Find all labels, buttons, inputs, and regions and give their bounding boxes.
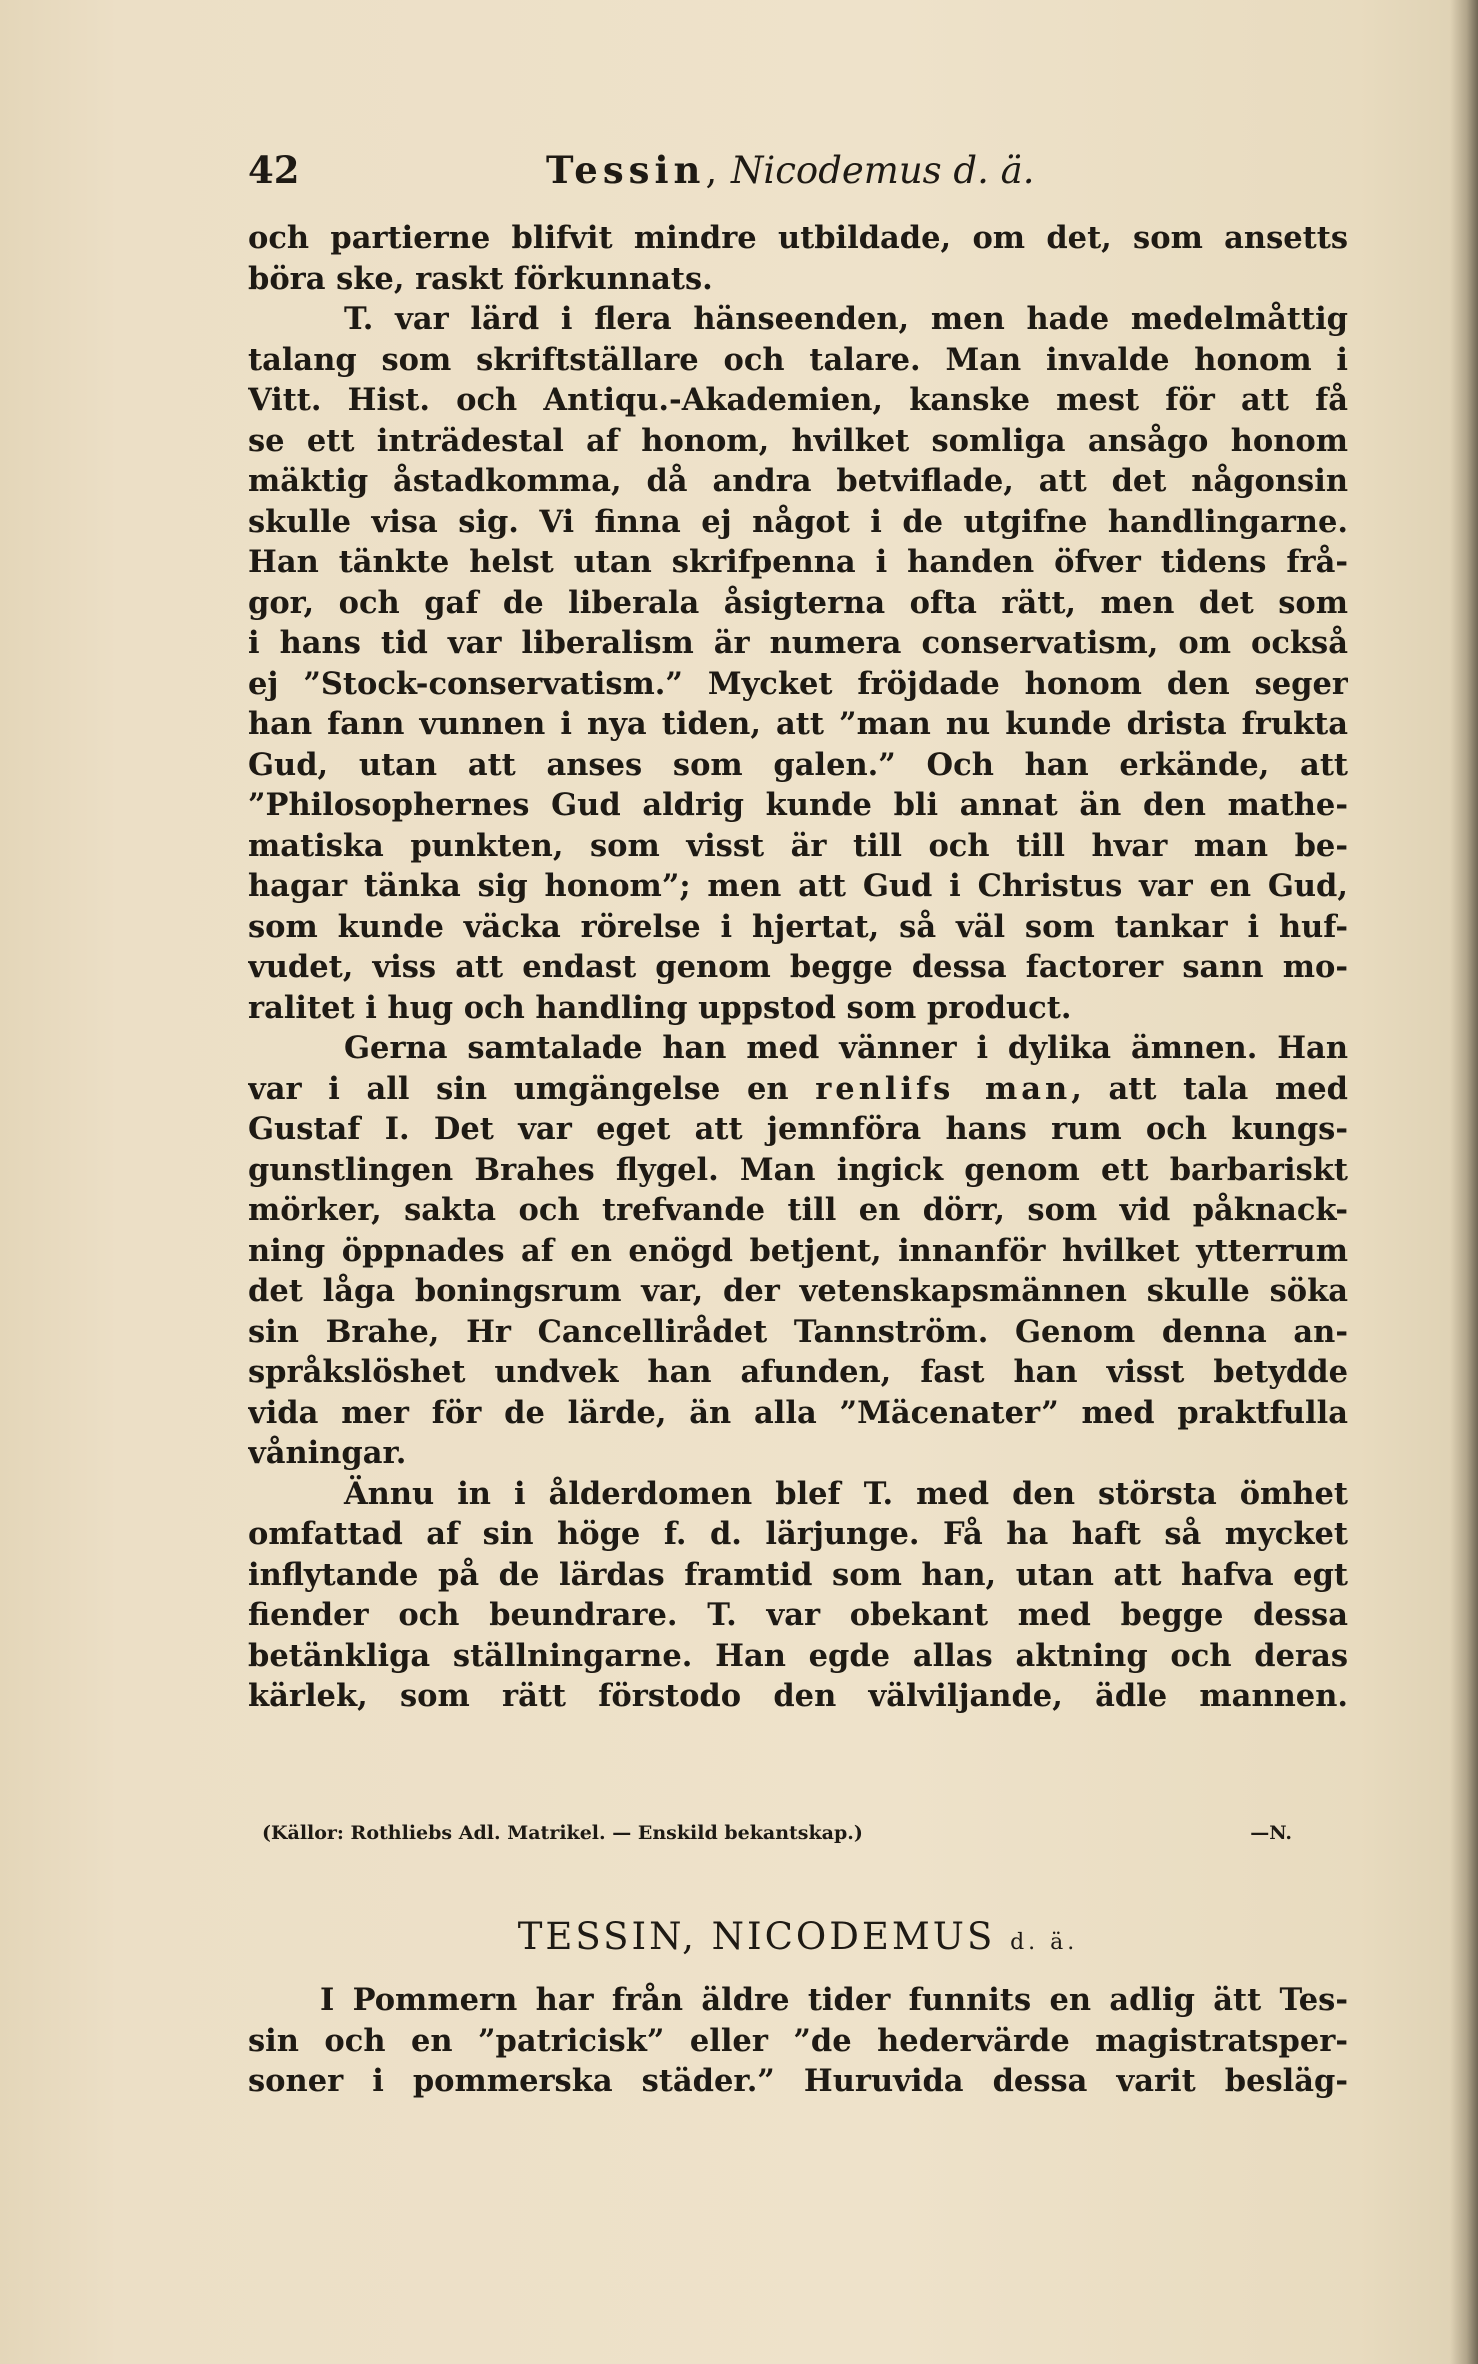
text-line: kärlek, som rätt förstodo den välviljande, ädle mannen. xyxy=(248,1678,1348,1714)
text-line: sin och en ”patricisk” eller ”de hedervärde magistratsper- xyxy=(248,2022,1348,2059)
text-line: matiska punkten, som visst är till och till hvar man be- xyxy=(248,827,1348,864)
text-line: Gerna samtalade han med vänner i dylika ämnen. Han xyxy=(344,1030,1348,1066)
text-line: talang som skriftställare och talare. Man invalde honom i xyxy=(248,341,1348,378)
text-line: ning öppnades af en enögd betjent, innanför hvilket ytterrum xyxy=(248,1232,1348,1269)
text-line: och partierne blifvit mindre utbildade, om det, som ansetts xyxy=(248,220,1348,256)
text-line: böra ske, raskt förkunnats. xyxy=(248,260,713,297)
section-title-name: TESSIN, NICODEMUS xyxy=(517,1915,996,1958)
page-header xyxy=(248,148,1248,208)
text-line: som kunde väcka rörelse i hjertat, så väl som tankar i huf- xyxy=(248,908,1348,945)
text-line: Vitt. Hist. och Antiqu.-Akademien, kanske mest för att få xyxy=(248,382,1348,418)
text-line: Gud, utan att anses som galen.” Och han erkände, att xyxy=(248,746,1348,783)
text-line xyxy=(248,1069,1348,1110)
text-line: fiender och beundrare. T. var obekant med begge dessa xyxy=(248,1597,1348,1633)
body-text xyxy=(248,218,1348,1717)
text-line: I Pommern har från äldre tider funnits en adlig ätt Tes- xyxy=(320,1982,1348,2018)
page-edge-shadow xyxy=(1450,0,1478,2364)
text-line: se ett inträdestal af honom, hvilket somliga ansågo honom xyxy=(248,422,1348,459)
text-line: vudet, viss att endast genom begge dessa factorer sann mo- xyxy=(248,949,1348,985)
text-line: språkslöshet undvek han afunden, fast han visst betydde xyxy=(248,1354,1348,1390)
text-line: våningar. xyxy=(248,1435,407,1471)
text-line: soner i pommerska städer.” Huruvida dessa varit besläg- xyxy=(248,2063,1348,2099)
section-title-suffix: d. ä. xyxy=(1010,1930,1079,1955)
text-line: det låga boningsrum var, der vetenskapsmännen skulle söka xyxy=(248,1273,1348,1309)
text-segment: var i all sin umgängelse en xyxy=(248,1070,816,1107)
text-line: gunstlingen Brahes flygel. Man ingick genom ett barbariskt xyxy=(248,1151,1348,1188)
text-line: vida mer för de lärde, än alla ”Mäcenater” med praktfulla xyxy=(248,1394,1348,1431)
text-line: gor, och gaf de liberala åsigterna ofta rätt, men det som xyxy=(248,584,1348,621)
text-line: ”Philosophernes Gud aldrig kunde bli annat än den mathe- xyxy=(248,787,1348,823)
text-line: i hans tid var liberalism är numera conservatism, om också xyxy=(248,625,1348,661)
text-line: hagar tänka sig honom”; men att Gud i Christus var en Gud, xyxy=(248,868,1348,904)
text-line: omfattad af sin höge f. d. lärjunge. Få ha haft så mycket xyxy=(248,1516,1348,1552)
running-head: Tessin, Nicodemus d. ä. xyxy=(546,148,1035,192)
section-title xyxy=(248,1915,1348,1958)
author-signature: —N. xyxy=(1250,1822,1292,1844)
page-number: 42 xyxy=(248,148,300,192)
section-body-text xyxy=(248,1980,1348,2102)
text-line: betänkliga ställningarne. Han egde allas aktning och deras xyxy=(248,1637,1348,1674)
text-line: Gustaf I. Det var eget att jemnföra hans rum och kungs- xyxy=(248,1111,1348,1147)
text-line: sin Brahe, Hr Cancellirådet Tannström. Genom denna an- xyxy=(248,1313,1348,1350)
text-segment: , att tala med xyxy=(1071,1070,1348,1107)
text-line: inflytande på de lärdas framtid som han, utan att hafva egt xyxy=(248,1556,1348,1593)
text-line: ej ”Stock-conservatism.” Mycket fröjdade honom den seger xyxy=(248,665,1348,702)
text-line: T. var lärd i flera hänseenden, men hade medelmåttig xyxy=(344,301,1348,337)
running-head-given: Nicodemus d. ä. xyxy=(730,149,1035,192)
sources-text: (Källor: Rothliebs Adl. Matrikel. — Enskild bekantskap.) xyxy=(262,1822,863,1844)
running-head-family: Tessin xyxy=(546,148,706,192)
text-line: ralitet i hug och handling uppstod som product. xyxy=(248,989,1072,1026)
text-line: han fann vunnen i nya tiden, att ”man nu kunde drista frukta xyxy=(248,706,1348,742)
text-line: mörker, sakta och trefvande till en dörr, som vid påknack- xyxy=(248,1192,1348,1228)
text-line: skulle visa sig. Vi finna ej något i de utgifne handlingarne. xyxy=(248,503,1348,540)
sources-note xyxy=(262,1822,1292,1844)
text-line: mäktig åstadkomma, då andra betviflade, att det någonsin xyxy=(248,463,1348,499)
text-line: Han tänkte helst utan skrifpenna i handen öfver tidens frå- xyxy=(248,544,1348,580)
spaced-emphasis: renlifs man xyxy=(815,1070,1072,1107)
text-line: Ännu in i ålderdomen blef T. med den största ömhet xyxy=(344,1475,1348,1512)
